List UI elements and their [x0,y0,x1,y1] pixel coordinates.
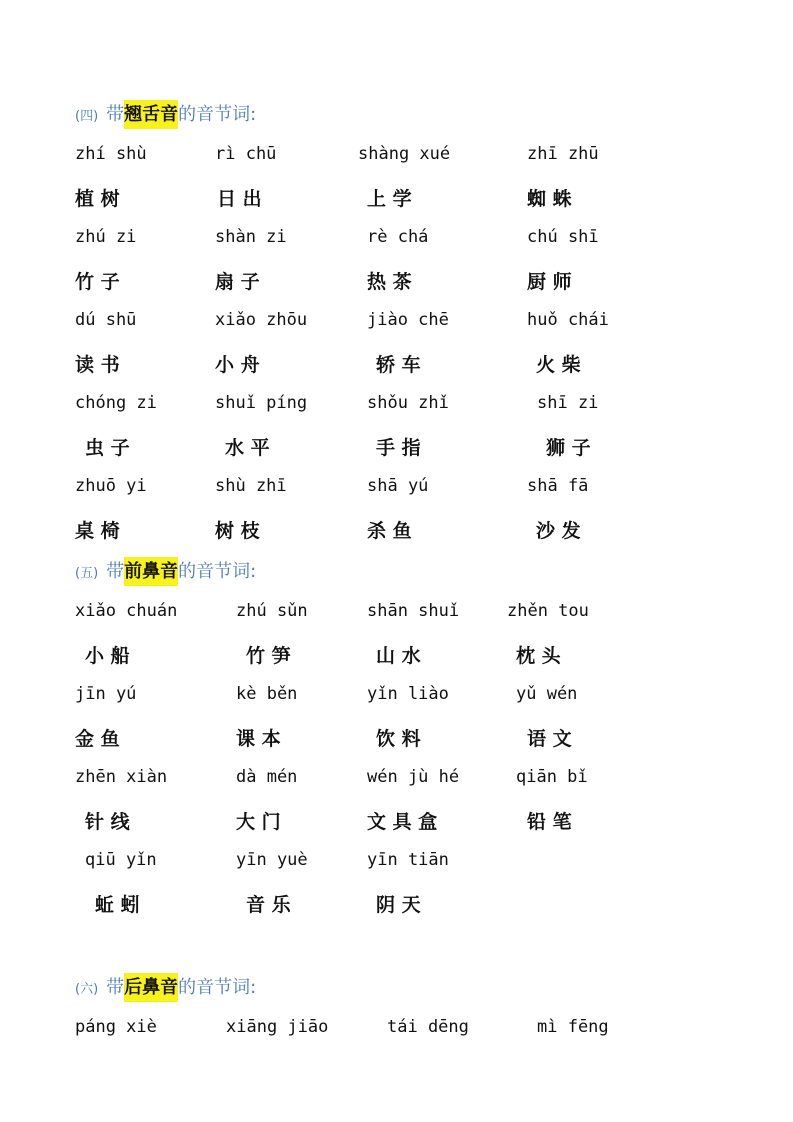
pinyin-word: jīn yú [75,684,137,704]
pinyin-word: dú shū [75,310,137,330]
hanzi-word: 读 书 [75,354,120,376]
heading-suffix: 的音节词: [178,977,257,998]
pinyin-word: zhī zhū [527,144,599,164]
pinyin-word: shā yú [367,476,429,496]
hanzi-word: 沙 发 [536,520,581,542]
highlighted-term: 后鼻音 [124,973,178,1002]
pinyin-word: shuǐ píng [215,393,308,413]
hanzi-word: 日 出 [217,188,262,210]
hanzi-word: 手 指 [376,437,421,459]
pinyin-word: huǒ chái [527,310,609,330]
pinyin-word: rì chū [215,144,277,164]
heading-prefix: 带 [106,561,125,582]
section-6-heading [75,973,256,999]
pinyin-word: zhú sǔn [236,601,308,621]
pinyin-word: shī zi [537,393,599,413]
hanzi-word: 蚯 蚓 [95,894,140,916]
hanzi-word: 虫 子 [85,437,130,459]
hanzi-word: 扇 子 [215,271,260,293]
hanzi-word: 语 文 [527,728,572,750]
hanzi-word: 杀 鱼 [367,520,412,542]
pinyin-word: shān shuǐ [367,601,460,621]
section-number: (五) [75,566,99,581]
pinyin-word: zhěn tou [507,601,589,621]
hanzi-word: 植 树 [75,188,120,210]
pinyin-word: xiǎo chuán [75,601,178,621]
hanzi-word: 小 舟 [215,354,260,376]
hanzi-word: 音 乐 [246,894,291,916]
pinyin-word: yīn tiān [367,850,449,870]
heading-suffix: 的音节词: [178,104,257,125]
pinyin-word: shā fā [527,476,589,496]
hanzi-word: 热 茶 [367,271,412,293]
pinyin-word: tái dēng [387,1017,469,1037]
heading-prefix: 带 [106,104,125,125]
pinyin-word: jiào chē [367,310,449,330]
highlighted-term: 前鼻音 [124,557,178,586]
pinyin-word: yǔ wén [516,684,578,704]
pinyin-word: rè chá [367,227,429,247]
heading-prefix: 带 [106,977,125,998]
hanzi-word: 小 船 [85,645,130,667]
pinyin-word: wén jù hé [367,767,460,787]
hanzi-word: 轿 车 [376,354,421,376]
hanzi-word: 文 具 盒 [367,811,438,833]
hanzi-word: 上 学 [367,188,412,210]
hanzi-word: 竹 子 [75,271,120,293]
pinyin-word: zhú zi [75,227,137,247]
pinyin-word: qiān bǐ [516,767,588,787]
hanzi-word: 金 鱼 [75,728,120,750]
highlighted-term: 翘舌音 [124,100,178,129]
hanzi-word: 厨 师 [527,271,572,293]
heading-suffix: 的音节词: [178,561,257,582]
pinyin-word: zhuō yi [75,476,147,496]
hanzi-word: 桌 椅 [75,520,120,542]
pinyin-word: zhí shù [75,144,147,164]
pinyin-word: páng xiè [75,1017,157,1037]
hanzi-word: 枕 头 [516,645,561,667]
pinyin-word: zhēn xiàn [75,767,168,787]
pinyin-word: qiū yǐn [85,850,157,870]
pinyin-word: yǐn liào [367,684,449,704]
hanzi-word: 针 线 [85,811,130,833]
pinyin-word: yīn yuè [236,850,308,870]
section-5-heading [75,557,256,583]
pinyin-word: shàng xué [358,144,451,164]
hanzi-word: 山 水 [376,645,421,667]
hanzi-word: 蜘 蛛 [527,188,572,210]
section-4-heading [75,100,256,126]
hanzi-word: 饮 料 [376,728,421,750]
pinyin-word: mì fēng [537,1017,609,1037]
pinyin-word: shàn zi [215,227,287,247]
pinyin-word: chóng zi [75,393,157,413]
hanzi-word: 树 枝 [215,520,260,542]
pinyin-word: dà mén [236,767,298,787]
pinyin-word: chú shī [527,227,599,247]
pinyin-word: shǒu zhǐ [367,393,449,413]
hanzi-word: 水 平 [225,437,270,459]
hanzi-word: 课 本 [236,728,281,750]
pinyin-word: xiāng jiāo [226,1017,329,1037]
hanzi-word: 竹 笋 [246,645,291,667]
section-number: (四) [75,109,99,124]
pinyin-word: kè běn [236,684,298,704]
hanzi-word: 阴 天 [376,894,421,916]
hanzi-word: 大 门 [236,811,281,833]
pinyin-word: xiǎo zhōu [215,310,308,330]
section-number: (六) [75,982,99,997]
hanzi-word: 狮 子 [546,437,591,459]
hanzi-word: 铅 笔 [527,811,572,833]
pinyin-word: shù zhī [215,476,287,496]
hanzi-word: 火 柴 [536,354,581,376]
